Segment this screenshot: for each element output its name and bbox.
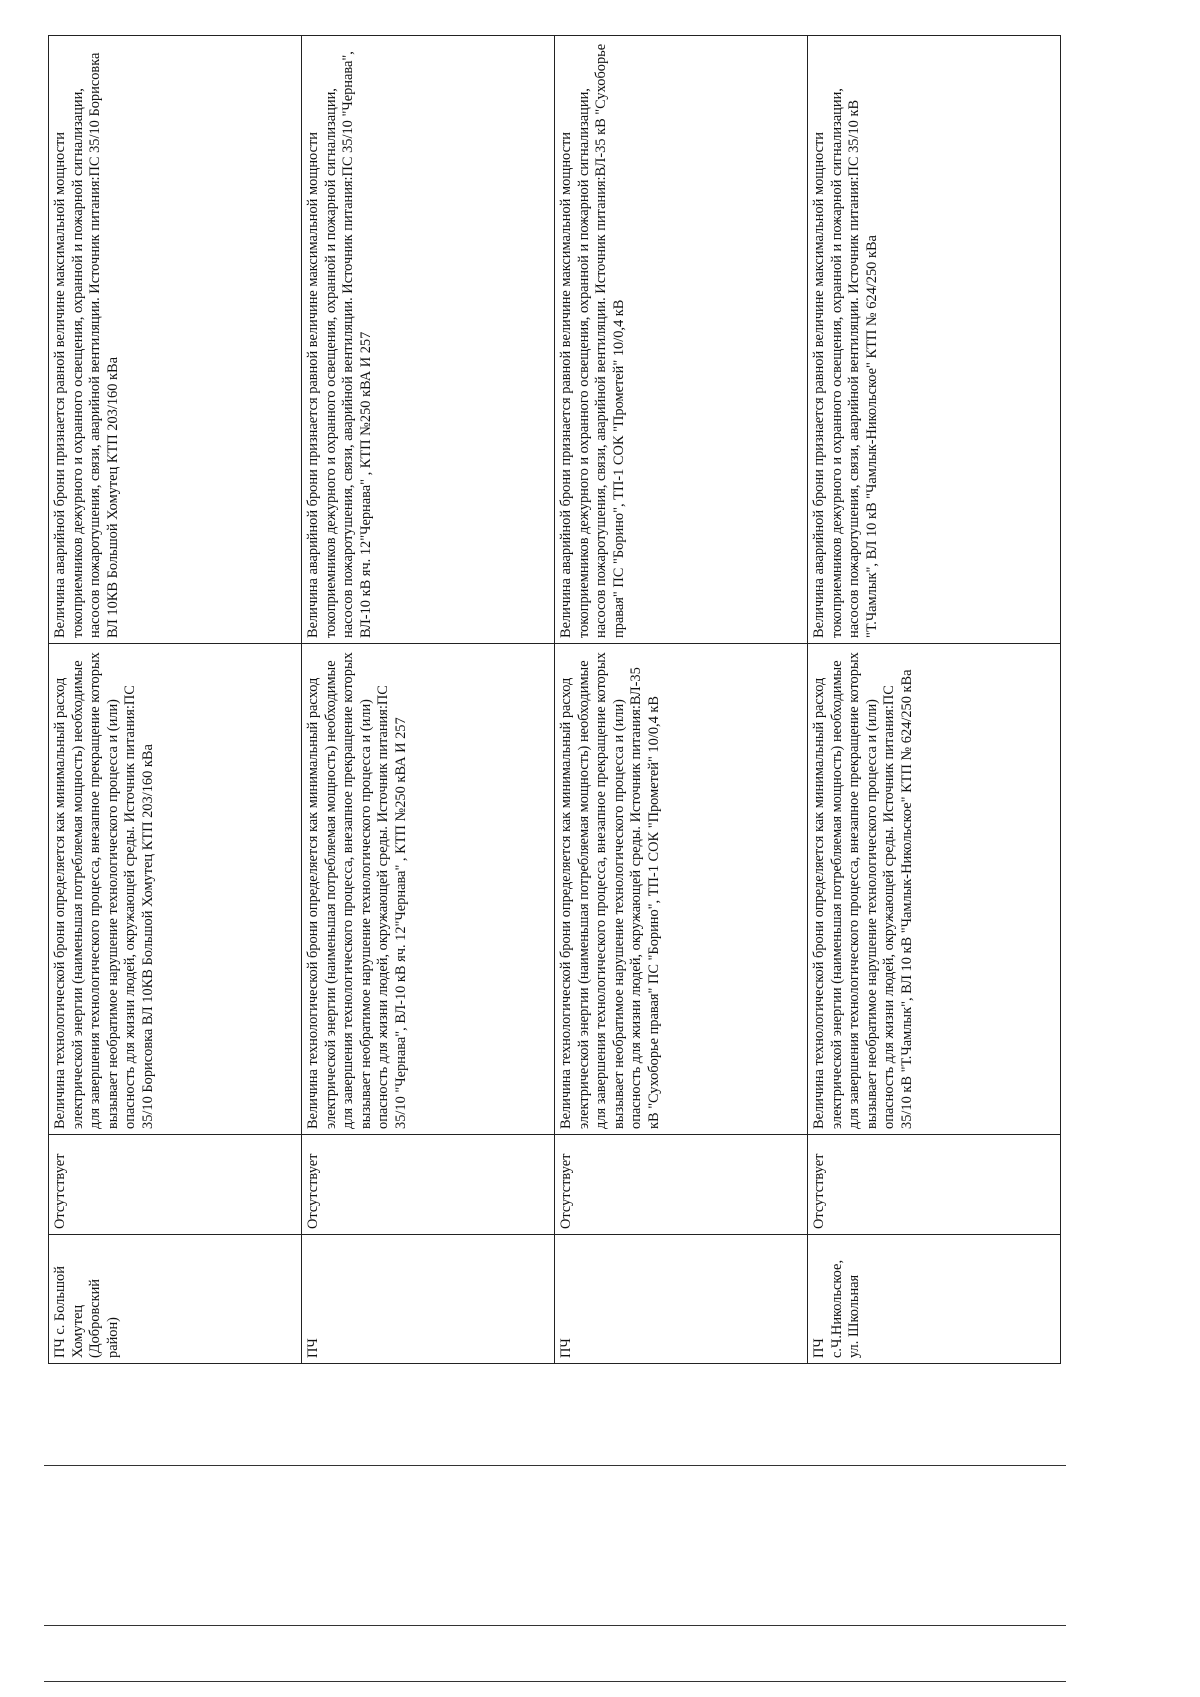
armor-cell: Отсутствует (808, 1135, 1061, 1235)
rotated-table-inner (48, 36, 1060, 1364)
rotated-table-area (48, 36, 1060, 1364)
armor-cell: Отсутствует (302, 1135, 555, 1235)
signature-line (44, 1465, 1066, 1466)
table-row (555, 36, 808, 1364)
object-name-cell: ПЧ (302, 1235, 555, 1364)
signature-line (44, 1681, 1066, 1682)
emergency-reserve-cell: Величина аварийной брони признается равной величине максимальной мощности токоприемников дежурного и охранного освещения, охранной и пожарной сигнализации, насосов пожаротушения, связи, аварийной вентиляции. Источник питания:ПС 35/10 Борисовка ВЛ 10КВ Большой Хомутец КТП 203/160 кВа (49, 36, 302, 644)
signature-line (44, 1625, 1066, 1626)
table-row (808, 36, 1061, 1364)
object-name-cell: ПЧ с. Большой Хомутец (Добровский район) (49, 1235, 302, 1364)
object-name-cell: ПЧ с.Ч.Никольское, ул. Школьная (808, 1235, 1061, 1364)
table-row (49, 36, 302, 1364)
armor-cell: Отсутствует (555, 1135, 808, 1235)
technological-reserve-cell: Величина технологической брони определяется как минимальный расход электрической энергии (наименьшая потребляемая мощность) необходимые для завершения технологического процесса, внезапное прекращение которых вызывает необратимое нарушение технологического процесса и (или) опасность для жизни людей, окружающей среды. Источник питания:ПС 35/10 кВ "Т.Чамлык", ВЛ 10 кВ "Чамлык-Никольское" КТП № 624/250 кВа (808, 644, 1061, 1135)
emergency-reserve-cell: Величина аварийной брони признается равной величине максимальной мощности токоприемников дежурного и охранного освещения, охранной и пожарной сигнализации, насосов пожаротушения, связи, аварийной вентиляции. Источник питания:ПС 35/10 "Чернава", ВЛ-10 кВ яч. 12"Чернава" , КТП №250 кВА И 257 (302, 36, 555, 644)
technological-reserve-cell: Величина технологической брони определяется как минимальный расход электрической энергии (наименьшая потребляемая мощность) необходимые для завершения технологического процесса, внезапное прекращение которых вызывает необратимое нарушение технологического процесса и (или) опасность для жизни людей, окружающей среды. Источник питания:ПС 35/10 "Чернава", ВЛ-10 кВ яч. 12"Чернава" , КТП №250 кВА И 257 (302, 644, 555, 1135)
technological-reserve-cell: Величина технологической брони определяется как минимальный расход электрической энергии (наименьшая потребляемая мощность) необходимые для завершения технологического процесса, внезапное прекращение которых вызывает необратимое нарушение технологического процесса и (или) опасность для жизни людей, окружающей среды. Источник питания:ПС 35/10 Борисовка ВЛ 10КВ Большой Хомутец КТП 203/160 кВа (49, 644, 302, 1135)
object-name-cell: ПЧ (555, 1235, 808, 1364)
technological-reserve-cell: Величина технологической брони определяется как минимальный расход электрической энергии (наименьшая потребляемая мощность) необходимые для завершения технологического процесса, внезапное прекращение которых вызывает необратимое нарушение технологического процесса и (или) опасность для жизни людей, окружающей среды. Источник питания:ВЛ-35 кВ "Сухоборье правая" ПС "Борино", ТП-1 СОК "Прометей" 10/0,4 кВ (555, 644, 808, 1135)
power-reserve-table (48, 35, 1061, 1364)
emergency-reserve-cell: Величина аварийной брони признается равной величине максимальной мощности токоприемников дежурного и охранного освещения, охранной и пожарной сигнализации, насосов пожаротушения, связи, аварийной вентиляции. Источник питания:ПС 35/10 кВ "Т.Чамлык", ВЛ 10 кВ "Чамлык-Никольское" КТП № 624/250 кВа (808, 36, 1061, 644)
armor-cell: Отсутствует (49, 1135, 302, 1235)
table-row (302, 36, 555, 1364)
emergency-reserve-cell: Величина аварийной брони признается равной величине максимальной мощности токоприемников дежурного и охранного освещения, охранной и пожарной сигнализации, насосов пожаротушения, связи, аварийной вентиляции. Источник питания:ВЛ-35 кВ "Сухоборье правая" ПС "Борино", ТП-1 СОК "Прометей" 10/0,4 кВ (555, 36, 808, 644)
